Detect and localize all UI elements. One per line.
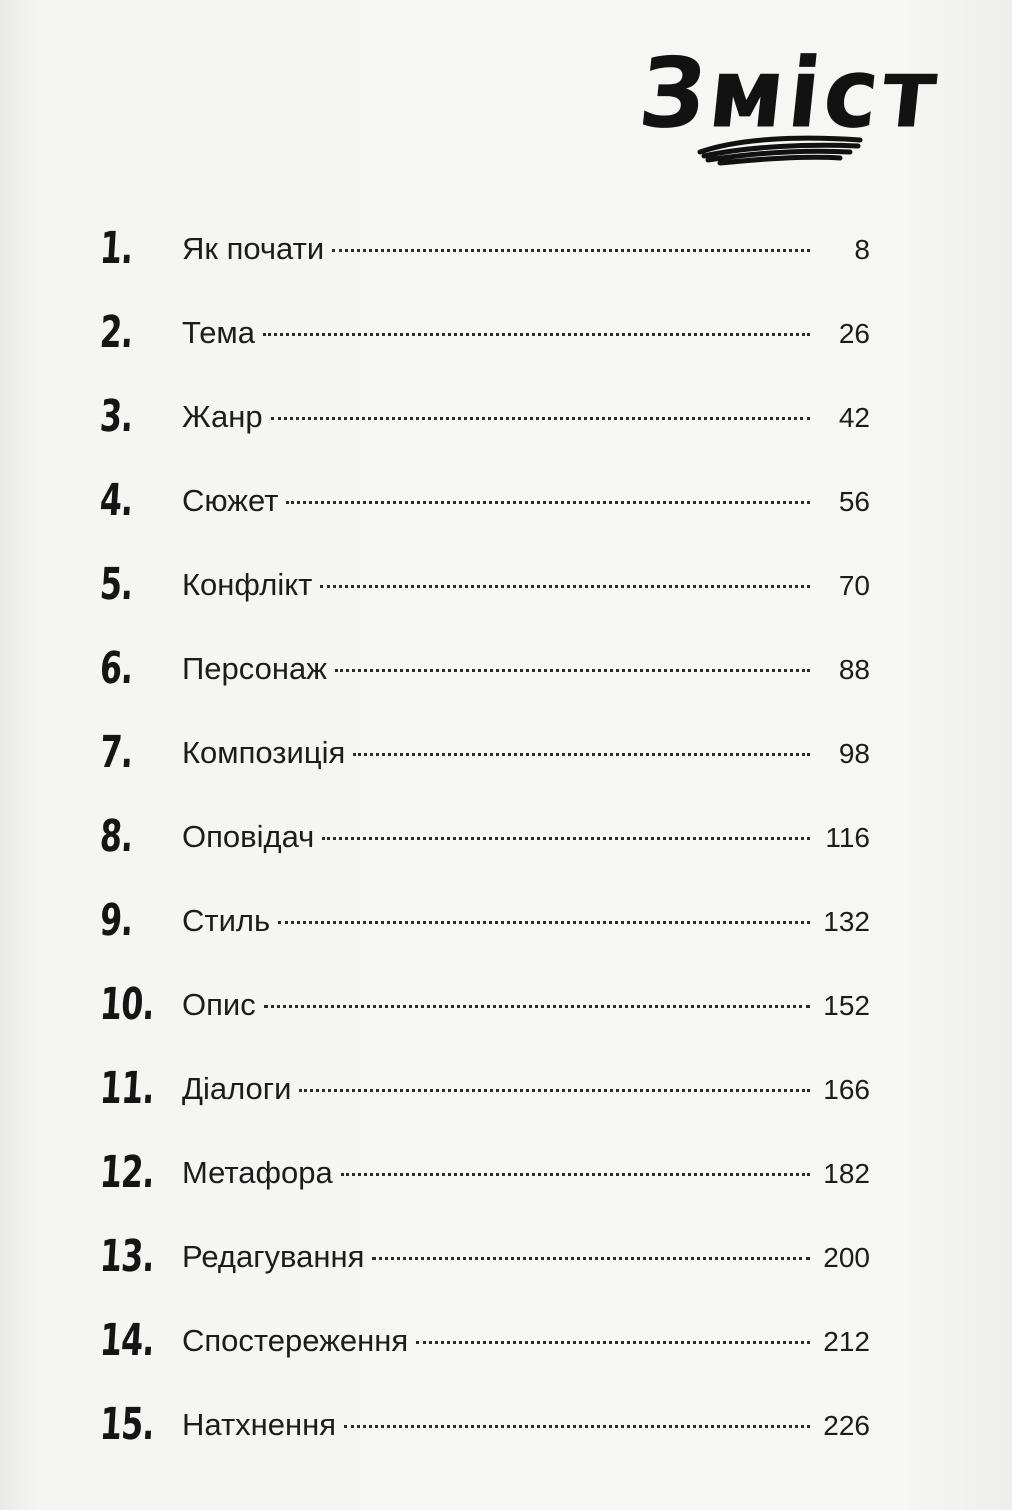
page-number: 152: [823, 990, 870, 1021]
chapter-title: Стиль: [182, 903, 271, 938]
toc-entry[interactable]: [100, 457, 870, 541]
chapter-title: Спостереження: [182, 1323, 409, 1358]
page-number: 88: [838, 654, 870, 685]
dot-leader: [332, 249, 810, 252]
dot-leader: [264, 1005, 810, 1008]
dot-leader: [299, 1089, 810, 1092]
dot-leader: [322, 837, 810, 840]
toc-entry-line: [182, 231, 870, 267]
chapter-number: 3.: [98, 391, 135, 442]
chapter-title: Конфлікт: [182, 567, 313, 602]
dot-leader: [341, 1173, 810, 1176]
page-number: 182: [823, 1158, 870, 1189]
chapter-title: Оповідач: [182, 819, 315, 854]
page-number: 212: [823, 1326, 870, 1357]
toc-entry-line: [182, 1407, 870, 1443]
chapter-title: Як почати: [182, 231, 325, 266]
page-number: 166: [823, 1074, 870, 1105]
scribble-underline-icon: [690, 130, 870, 170]
chapter-title: Персонаж: [182, 651, 327, 686]
chapter-title: Редагування: [182, 1239, 365, 1274]
toc-entry-line: [182, 1155, 870, 1191]
chapter-title: Діалоги: [182, 1071, 292, 1106]
toc-entry-line: [182, 483, 870, 519]
toc-entry[interactable]: [100, 793, 870, 877]
chapter-number: 9.: [98, 895, 135, 946]
chapter-number: 6.: [98, 643, 135, 694]
toc-entry-line: [182, 1239, 870, 1275]
page-number: 26: [838, 318, 870, 349]
chapter-title: Метафора: [182, 1155, 333, 1190]
dot-leader: [353, 753, 810, 756]
dot-leader: [320, 585, 810, 588]
chapter-number: 11.: [98, 1063, 156, 1114]
toc-entry-line: [182, 1071, 870, 1107]
toc-entry[interactable]: [100, 877, 870, 961]
chapter-number: 13.: [98, 1231, 156, 1282]
dot-leader: [263, 333, 810, 336]
toc-entry[interactable]: [100, 1297, 870, 1381]
toc-entry[interactable]: [100, 1213, 870, 1297]
toc-entry[interactable]: [100, 289, 870, 373]
toc-entry[interactable]: [100, 625, 870, 709]
dot-leader: [372, 1257, 810, 1260]
contents-heading: [634, 37, 946, 190]
toc-entry[interactable]: [100, 373, 870, 457]
toc-entry-line: [182, 819, 870, 855]
table-of-contents: [100, 205, 870, 1465]
chapter-number: 7.: [98, 727, 135, 778]
page-number: 56: [838, 486, 870, 517]
chapter-number: 10.: [98, 979, 156, 1030]
contents-title: Зміст: [634, 37, 946, 150]
chapter-title: Натхнення: [182, 1407, 337, 1442]
toc-entry[interactable]: [100, 1129, 870, 1213]
chapter-number: 2.: [98, 307, 135, 358]
toc-entry[interactable]: [100, 1045, 870, 1129]
toc-entry[interactable]: [100, 541, 870, 625]
chapter-title: Композиція: [182, 735, 346, 770]
chapter-title: Сюжет: [182, 483, 279, 518]
toc-entry-line: [182, 651, 870, 687]
toc-entry-line: [182, 399, 870, 435]
toc-entry-line: [182, 1323, 870, 1359]
toc-entry-line: [182, 987, 870, 1023]
dot-leader: [278, 921, 810, 924]
toc-entry-line: [182, 735, 870, 771]
dot-leader: [416, 1341, 810, 1344]
toc-entry[interactable]: [100, 205, 870, 289]
dot-leader: [335, 669, 810, 672]
dot-leader: [286, 501, 810, 504]
page-number: 200: [823, 1242, 870, 1273]
toc-entry[interactable]: [100, 1381, 870, 1465]
chapter-title: Жанр: [182, 399, 263, 434]
chapter-title: Опис: [182, 987, 256, 1022]
page-number: 98: [838, 738, 870, 769]
chapter-number: 12.: [98, 1147, 156, 1198]
chapter-number: 1.: [98, 223, 135, 274]
toc-entry-line: [182, 315, 870, 351]
chapter-number: 5.: [98, 559, 135, 610]
page-number: 70: [838, 570, 870, 601]
chapter-number: 8.: [98, 811, 135, 862]
toc-entry-line: [182, 567, 870, 603]
page-number: 116: [825, 822, 870, 853]
dot-leader: [271, 417, 810, 420]
page-number: 8: [854, 234, 870, 265]
chapter-number: 15.: [98, 1399, 156, 1450]
toc-entry-line: [182, 903, 870, 939]
chapter-title: Тема: [182, 315, 255, 350]
toc-entry[interactable]: [100, 961, 870, 1045]
chapter-number: 4.: [98, 475, 135, 526]
page-number: 42: [838, 402, 870, 433]
page-number: 132: [823, 906, 870, 937]
chapter-number: 14.: [98, 1315, 156, 1366]
page-number: 226: [823, 1410, 870, 1441]
dot-leader: [344, 1425, 810, 1428]
toc-entry[interactable]: [100, 709, 870, 793]
